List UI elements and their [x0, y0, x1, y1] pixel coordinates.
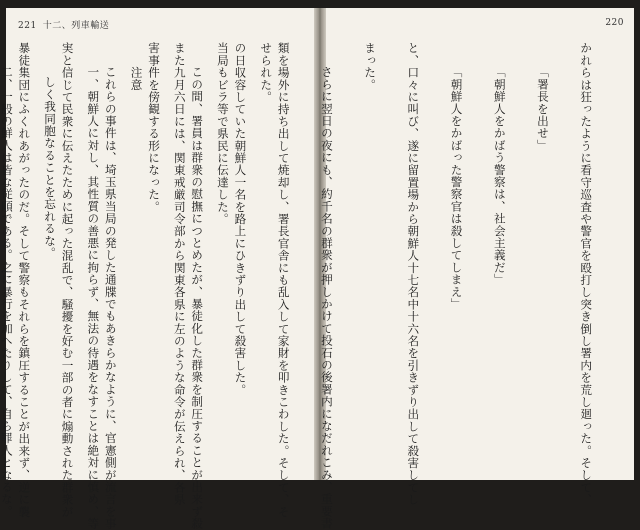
text-line: この間、署員は群衆の慰撫につとめたが、暴徒化した群衆を制圧することが出来ず殺	[190, 66, 205, 530]
text-line: 「朝鮮人をかばった警察官は殺してしまえ」	[449, 66, 464, 310]
text-line: かれらは狂ったように看守巡査や警官を殴打し突き倒し署内を荒し廻った。そして、	[579, 42, 594, 506]
running-title: 十二、列車輸送	[42, 21, 110, 31]
text-line: 実と信じて民衆に伝えたために起った混乱で、騒擾を好む一部の者に煽動された群衆が	[60, 42, 75, 518]
text-line: と、口々に叫び、遂に留置場から朝鮮人十七名中十六名を引きずり出して殺害してし	[406, 42, 421, 506]
text-line: まった。	[363, 42, 378, 91]
text-line: せられた。	[259, 42, 274, 103]
text-line: また九月六日には、関東戒厳司令部から関東各県に左のような命令が伝えられ、各県	[172, 42, 187, 506]
text-line: 「朝鮮人をかばう警察は、社会主義だ」	[492, 66, 507, 286]
text-line: 「署長を出せ」	[535, 66, 550, 152]
right-page-header	[605, 18, 624, 28]
page-number-right: 220	[605, 18, 624, 28]
text-line: 害事件を傍観する形になった。	[147, 42, 161, 213]
text-line: さらに翌日の夜にも、約千名の群衆が押しかけて投石の後署内になだれこみ、重要書	[319, 66, 334, 530]
left-page-header	[18, 18, 109, 31]
text-line: 類を場外に持ち出して焼却し、署長官舎にも乱入して家財を叩きこわした。そして、そ	[276, 42, 291, 518]
text-line: 二、一般の鮮人は皆な従順である。之に暴行を加へたりして、自ら罪人となるな。	[0, 66, 14, 518]
text-line: 注意	[129, 42, 144, 91]
text-line: 暴徒集団にふくれあがったのだ。そして警察もそれらを鎮圧することが出来ず、逆に襲	[17, 42, 32, 518]
text-line: 一、朝鮮人に対し、其性質の善悪に拘らず、無法の待遇をなすことは絶対に慎め、等	[86, 66, 101, 530]
text-line: これらの事件は、埼玉県当局の発した通牒でもあきらかなように、官憲側が流言を事	[103, 66, 118, 530]
text-line: しく我同胞なることを忘れるな。	[43, 76, 58, 259]
text-line: の日収容していた朝鮮人一名を路上にひきずり出して殺害した。	[233, 42, 248, 396]
text-line: 当局もビラ等で県民に伝達した。	[215, 42, 230, 225]
page-number-left: 221	[18, 21, 37, 31]
